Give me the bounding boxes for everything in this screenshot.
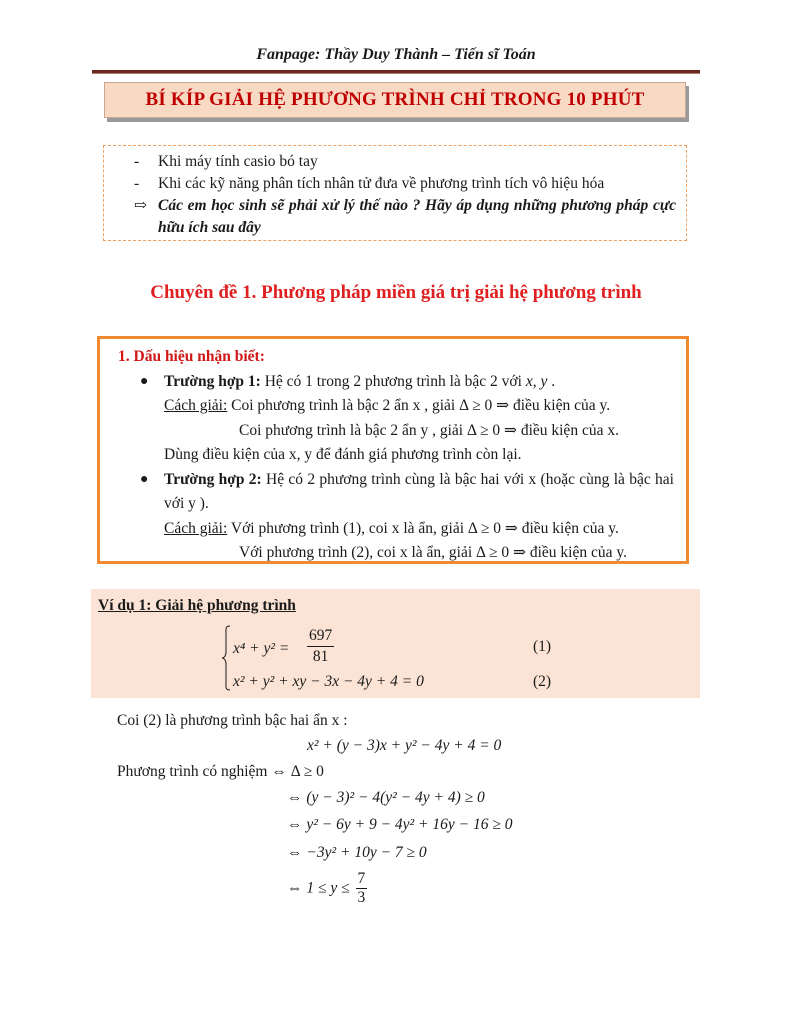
result-inequality: ⇔ 1 ≤ y ≤ [287,879,350,897]
case-2-method [118,517,674,542]
intro-item [134,195,676,239]
equation-1-label: (1) [533,638,552,655]
page-header: Fanpage: Thầy Duy Thành – Tiến sĩ Toán [256,46,536,63]
solution-result [287,870,367,907]
intro-item [134,151,676,173]
method-line: Coi phương trình là bậc 2 ẩn x , giải Δ ≥ 0 ⇒ điều kiện của y. [227,397,611,414]
fraction [356,870,368,907]
solution-step: ⇔ y² − 6y + 9 − 4y² + 16y − 16 ≥ 0 [287,816,513,833]
header-divider [92,70,700,74]
dash-mark: - [134,175,140,192]
bullet-icon: ● [140,373,149,389]
case-1-label: Trường hợp 1: [164,372,261,390]
case-1-method [118,394,674,419]
case-2 [118,468,674,517]
title-text: BÍ KÍP GIẢI HỆ PHƯƠNG TRÌNH CHỈ TRONG 10 PHÚT [145,89,645,110]
solution-line: Phương trình có nghiệm ⇔ Δ ≥ 0 [117,763,324,780]
method-line: Với phương trình (1), coi x là ẩn, giải Δ ≥ 0 ⇒ điều kiện của y. [227,519,619,537]
solution-line: Coi (2) là phương trình bậc hai ẩn x : [117,712,348,729]
section-heading: 1. Dấu hiệu nhận biết: [118,348,265,365]
case-1-text: Hệ có 1 trong 2 phương trình là bậc 2 với [260,372,526,390]
title-banner [104,82,686,118]
recognition-signs-box [97,336,689,564]
method-label: Cách giải: [164,519,228,537]
intro-item [134,173,676,195]
chapter-title: Chuyên đề 1. Phương pháp miền giá trị giải hệ phương trình [150,282,642,303]
fraction-numerator: 697 [307,626,334,647]
intro-item-text: Các em học sinh sẽ phải xử lý thế nào ? Hãy áp dụng những phương pháp cực hữu ích sau đây [158,197,676,236]
fraction-denominator: 3 [357,889,366,906]
method-label: Cách giải: [164,397,228,414]
intro-item-text: Khi máy tính casio bó tay [158,153,318,170]
quadratic-equation: x² + (y − 3)x + y² − 4y + 4 = 0 [307,737,502,754]
case-2-method-line-2: Với phương trình (2), coi x là ẩn, giải Δ ≥ 0 ⇒ điều kiện của y. [239,544,627,561]
case-1-vars: x, y [525,372,548,390]
solution-step: ⇔ (y − 3)² − 4(y² − 4y + 4) ≥ 0 [287,789,485,806]
intro-box [103,145,687,241]
case-2-text: Hệ có 2 phương trình cùng là bậc hai với x (hoặc cùng là bậc hai với y ). [164,470,674,512]
equation-1-lhs: x⁴ + y² = [233,640,290,657]
bullet-icon: ● [140,471,149,487]
left-brace-icon [221,625,231,691]
case-2-label: Trường hợp 2: [164,470,262,488]
intro-item-text: Khi các kỹ năng phân tích nhân tử đưa về phương trình tích vô hiệu hóa [158,175,605,192]
solution-step: ⇔ −3y² + 10y − 7 ≥ 0 [287,844,427,861]
fraction-numerator: 7 [357,870,366,887]
example-title: Ví dụ 1: Giải hệ phương trình [98,597,296,614]
case-1-conclusion: Dùng điều kiện của x, y để đánh giá phương trình còn lại. [164,446,522,463]
fraction-denominator: 81 [312,648,329,665]
equation-2: x² + y² + xy − 3x − 4y + 4 = 0 [233,673,424,690]
case-1-method-line-2: Coi phương trình là bậc 2 ẩn y , giải Δ ≥ 0 ⇒ điều kiện của x. [239,421,619,439]
equation-2-label: (2) [533,673,552,690]
case-1 [118,370,674,395]
arrow-right-icon: ⇨ [134,197,147,214]
example-box [91,589,700,698]
fraction [307,626,334,667]
case-1-end: . [547,372,556,390]
equation-system [221,623,581,695]
dash-mark: - [134,153,140,170]
